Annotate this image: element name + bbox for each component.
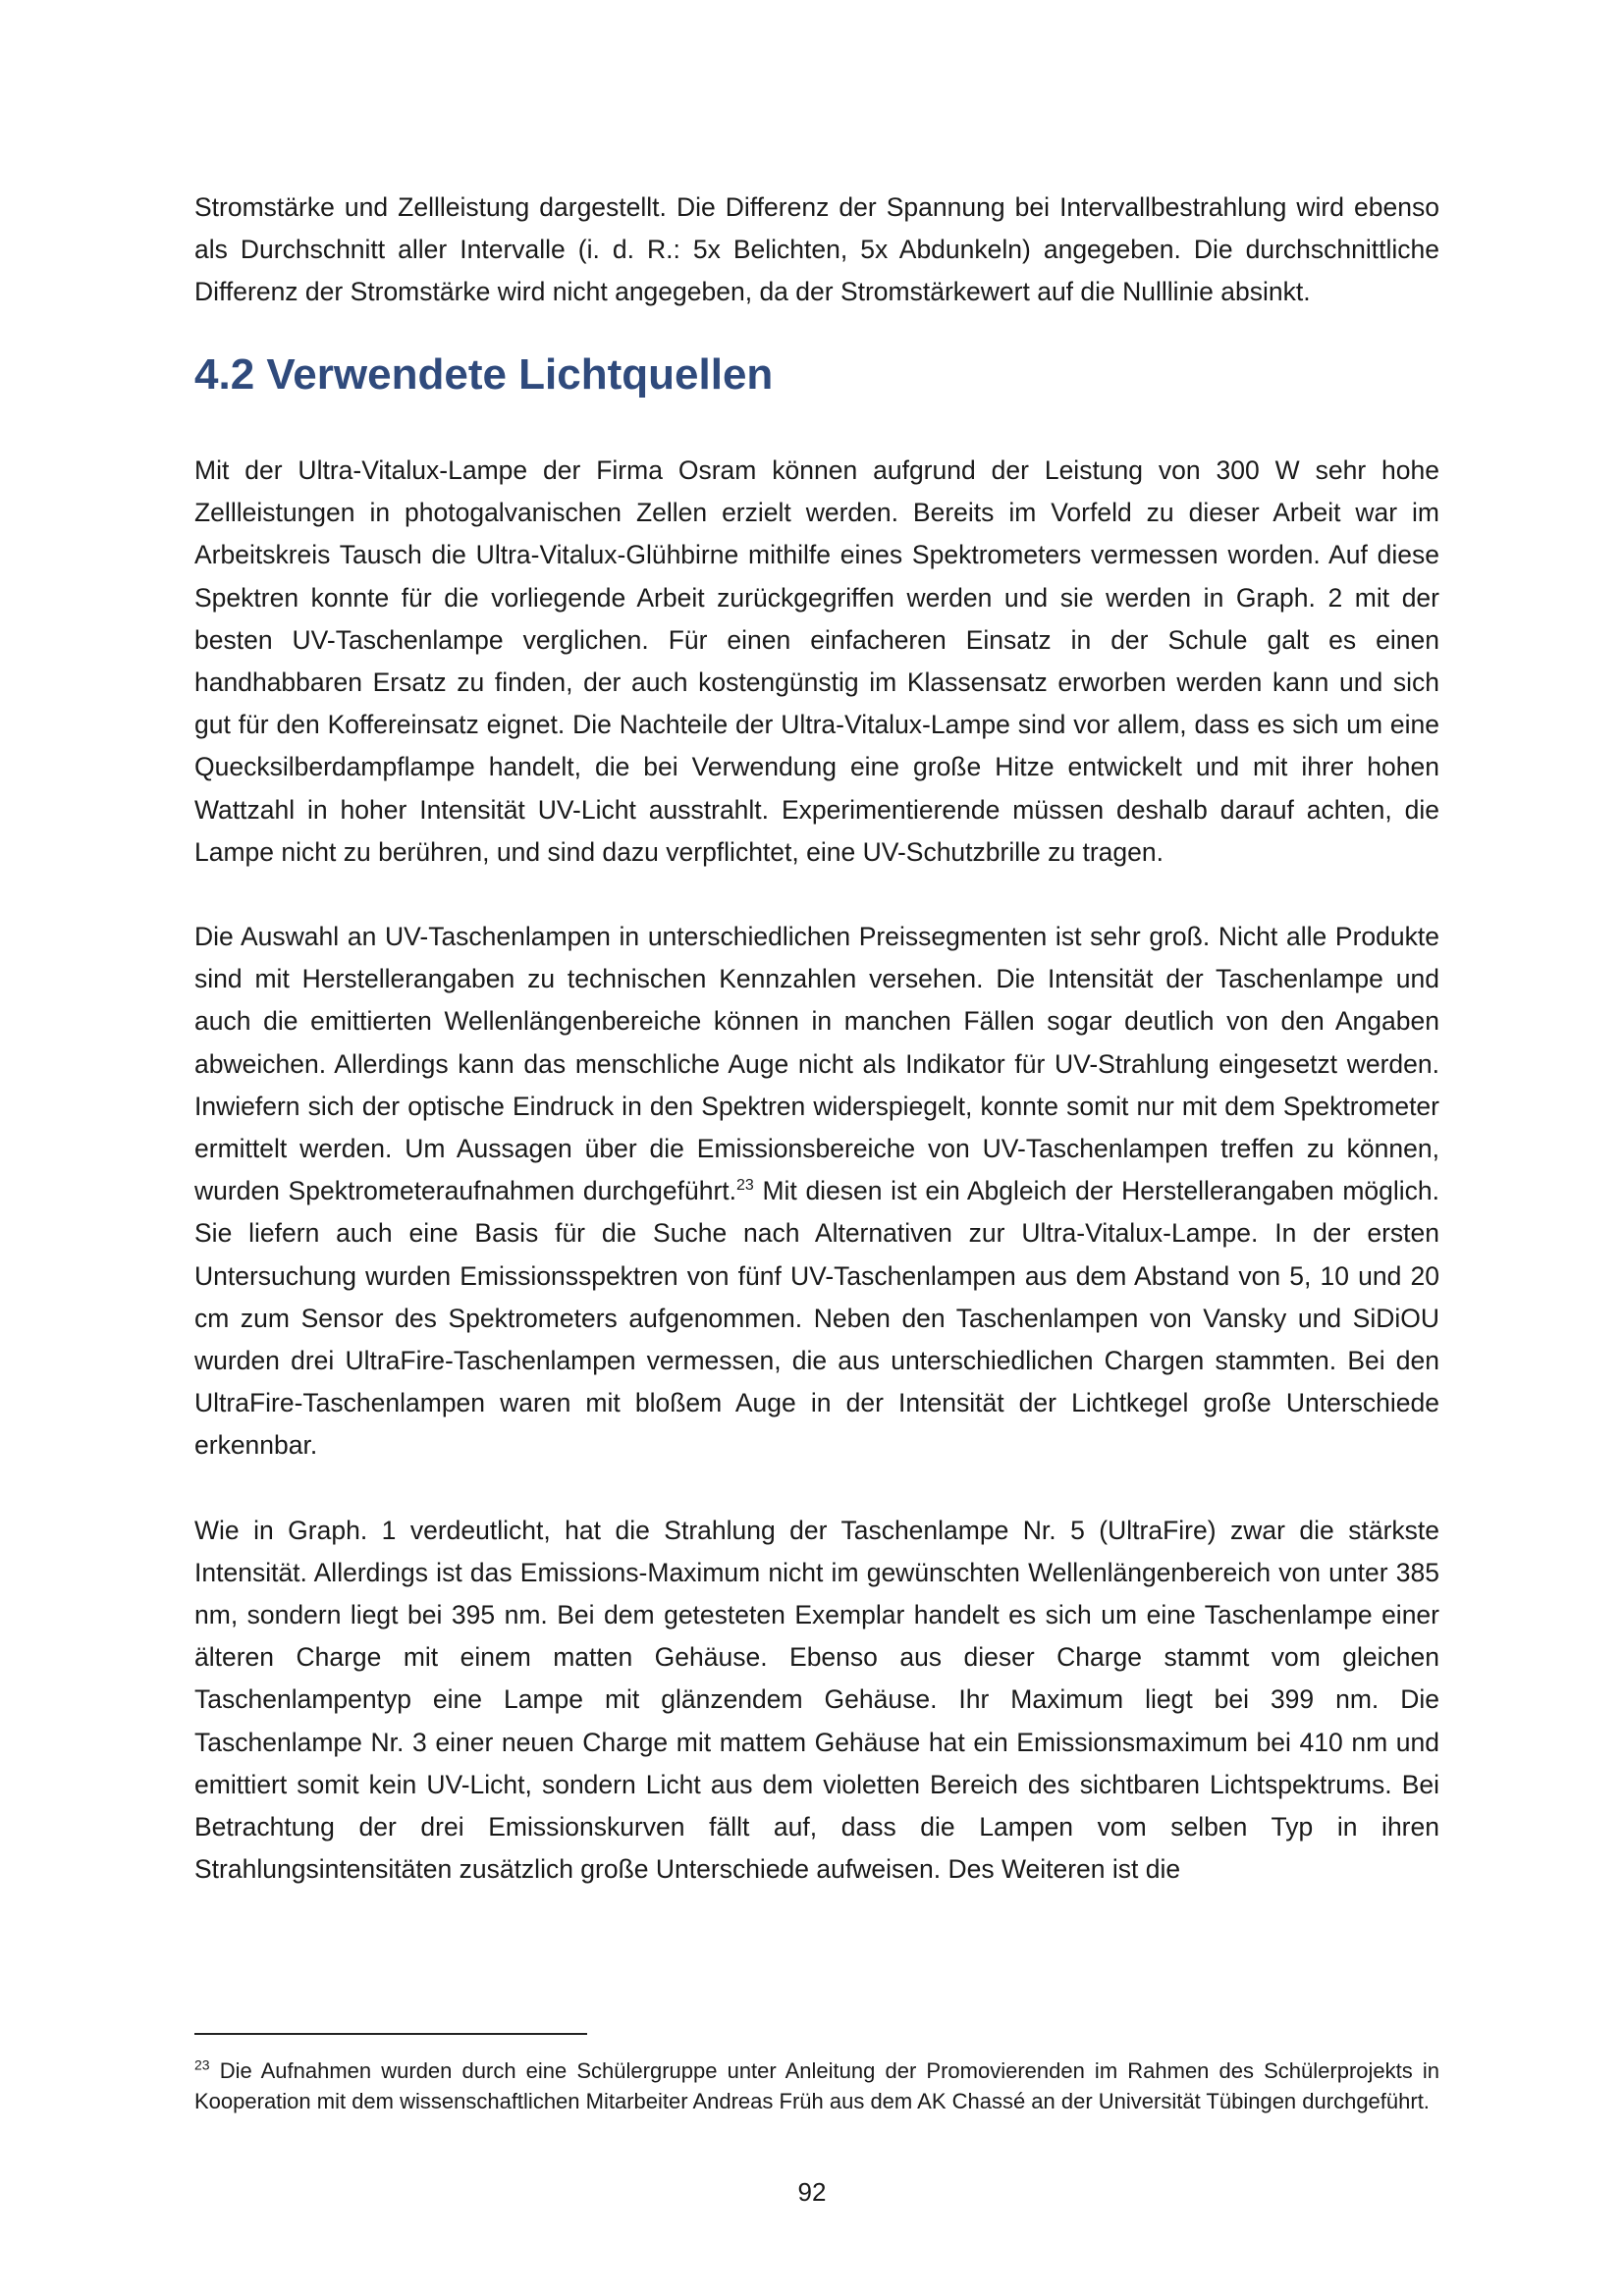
footnote-reference[interactable]: 23 (736, 1177, 754, 1195)
paragraph-uv-taschenlampen (194, 916, 1439, 1468)
section-heading: 4.2 Verwendete Lichtquellen (194, 349, 774, 399)
paragraph-ultra-vitalux: Mit der Ultra-Vitalux-Lampe der Firma Osram können aufgrund der Leistung von 300 W sehr hohe Zellleistungen in photogalvanischen Zellen erzielt werden. Bereits im Vorfeld zu dieser Arbeit war im Arbeitskreis Tausch die Ultra-Vitalux-Glühbirne mithilfe eines Spektrometers vermessen worden. Auf diese Spektren konnte für die vorliegende Arbeit zurückgegriffen werden und sie werden in Graph. 2 mit der besten UV-Taschenlampe verglichen. Für einen einfacheren Einsatz in der Schule galt es einen handhabbaren Ersatz zu finden, der auch kostengünstig im Klassensatz erworben werden kann und sich gut für den Koffereinsatz eignet. Die Nachteile der Ultra-Vitalux-Lampe sind vor allem, dass es sich um eine Quecksilberdampflampe handelt, die bei Verwendung eine große Hitze entwickelt und mit ihrer hohen Wattzahl in hoher Intensität UV-Licht ausstrahlt. Experimentierende müssen deshalb darauf achten, die Lampe nicht zu berühren, und sind dazu verpflichtet, eine UV-Schutzbrille zu tragen. (194, 455, 1439, 867)
paragraph-graph-1: Wie in Graph. 1 verdeutlicht, hat die Strahlung der Taschenlampe Nr. 5 (UltraFire) zwar die stärkste Intensität. Allerdings ist das Emissions-Maximum nicht im gewünschten Wellenlängenbereich von unter 385 nm, sondern liegt bei 395 nm. Bei dem getesteten Exemplar handelt es sich um eine Taschenlampe einer älteren Charge mit einem matten Gehäuse. Ebenso aus dieser Charge stammt vom gleichen Taschenlampentyp eine Lampe mit glänzendem Gehäuse. Ihr Maximum liegt bei 399 nm. Die Taschenlampe Nr. 3 einer neuen Charge mit mattem Gehäuse hat ein Emissionsmaximum bei 410 nm und emittiert somit kein UV-Licht, sondern Licht aus dem violetten Bereich des sichtbaren Lichtspektrums. Bei Betrachtung der drei Emissionskurven fällt auf, dass die Lampen vom selben Typ in ihren Strahlungsintensitäten zusätzlich große Unterschiede aufweisen. Des Weiteren ist die (194, 1515, 1439, 1885)
paragraph-2-part-2: Mit diesen ist ein Abgleich der Herstellerangaben möglich. Sie liefern auch eine Basis für die Suche nach Alternativen zur Ultra-Vitalux-Lampe. In der ersten Untersuchung wurden Emissionsspektren von fünf UV-Taschenlampen aus dem Abstand von 5, 10 und 20 cm zum Sensor des Spektrometers aufgenommen. Neben den Taschenlampen von Vansky und SiDiOU wurden drei UltraFire-Taschenlampen vermessen, die aus unterschiedlichen Chargen stammten. Bei den UltraFire-Taschenlampen waren mit bloßem Auge in der Intensität der Lichtkegel große Unterschiede erkennbar. (194, 1176, 1439, 1461)
page-body (194, 187, 1439, 1892)
footnote-text: Die Aufnahmen wurden durch eine Schülergruppe unter Anleitung der Promovierenden im Rahmen des Schülerprojekts in Kooperation mit dem wissenschaftlichen Mitarbeiter Andreas Früh aus dem AK Chassé an der Universität Tübingen durchgeführt. (194, 2058, 1439, 2113)
intro-paragraph: Stromstärke und Zellleistung dargestellt. Die Differenz der Spannung bei Intervallbestrahlung wird ebenso als Durchschnitt aller Intervalle (i. d. R.: 5x Belichten, 5x Abdunkeln) angegeben. Die durchschnittliche Differenz der Stromstärke wird nicht angegeben, da der Stromstärkewert auf die Nulllinie absinkt. (194, 192, 1439, 307)
page-number: 92 (797, 2177, 827, 2207)
paragraph-2-part-1: Die Auswahl an UV-Taschenlampen in unterschiedlichen Preissegmenten ist sehr groß. Nicht alle Produkte sind mit Herstellerangaben zu technischen Kennzahlen versehen. Die Intensität der Taschenlampe und auch die emittierten Wellenlängenbereiche können in manchen Fällen sogar deutlich von den Angaben abweichen. Allerdings kann das menschliche Auge nicht als Indikator für UV-Strahlung eingesetzt werden. Inwiefern sich der optische Eindruck in den Spektren widerspiegelt, konnte somit nur mit dem Spektrometer ermittelt werden. Um Aussagen über die Emissionsbereiche von UV-Taschenlampen treffen zu können, wurden Spektrometeraufnahmen durchgeführt. (194, 922, 1439, 1206)
footnote-23 (194, 2056, 1439, 2116)
footnote-divider (194, 2033, 587, 2035)
footnote-marker: 23 (194, 2056, 210, 2073)
